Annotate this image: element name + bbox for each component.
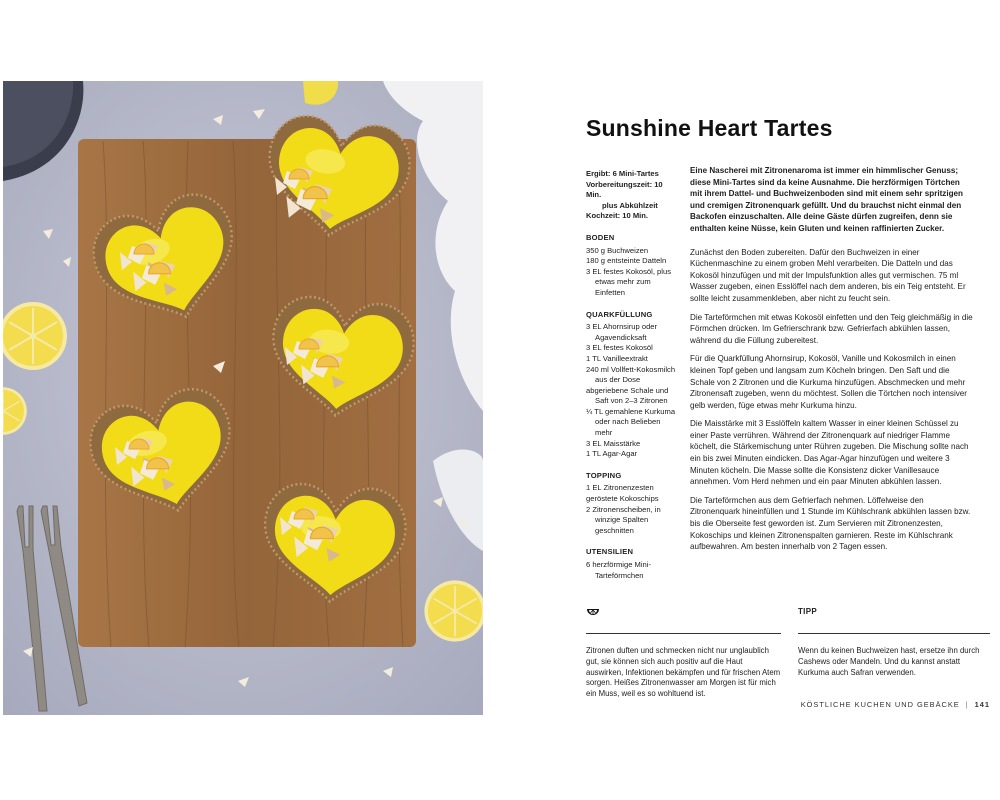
ingredient: 1 EL Zitronenzesten [586, 483, 654, 493]
ingredient: ¼ TL gemahlene Kurkuma oder nach Belieben mehr [586, 406, 676, 438]
footer-separator: | [965, 700, 969, 709]
recipe-title: Sunshine Heart Tartes [586, 115, 833, 141]
instructions-column [690, 165, 973, 560]
section-title-utensilien: UTENSILIEN [586, 547, 634, 557]
tip-text: Wenn du keinen Buchweizen hast, ersetze ihn durch Cashews oder Mandeln. Und du kannst anstatt Kurkuma auch Safran verwenden. [798, 646, 980, 677]
ingredients-column [586, 169, 678, 581]
ingredient: 1 TL Agar-Agar [586, 449, 638, 459]
ingredient: 3 EL Maisstärke [586, 438, 641, 448]
section-title-topping: TOPPING [586, 470, 622, 480]
divider [586, 633, 781, 634]
ingredient: 3 EL festes Kokosöl [586, 343, 653, 353]
page-footer [801, 700, 990, 709]
ingredient: 1 TL Vanilleextrakt [586, 353, 648, 363]
recipe-photo [3, 81, 483, 715]
page-number: 141 [974, 700, 990, 709]
step-paragraph: Die Tarteförmchen aus dem Gefrierfach nehmen. Löffelweise den Zitronenquark hineinfüllen und 1 Stunde im Kühlschrank abkühlen lassen bzw. bis die Oberseite fest geworden ist. Zum Servieren mit Zitronenzesten, Kokoschips und kleinen Zitronenspalten garnieren. Reste im Kühlschrank aufbewahren. Am besten innerhalb von 2 Tagen essen. [690, 495, 971, 552]
intro-text: Eine Nascherei mit Zitronenaroma ist immer ein himmlischer Genuss; diese Mini-Tartes sind da keine Ausnahme. Die herzförmigen Törtchen mit ihrem Dattel- und Buchweizenboden sind mit einem sehr spritzigen und cremigen Zitronenquark gefüllt. Und du brauchst nicht einmal den Backofen einzuschalten. Alle deine Gäste dürfen zugreifen, denn sie enthalten keine Nüsse, kein Gluten und keinen raffinierten Zucker. [690, 166, 963, 233]
note-text: Zitronen duften und schmecken nicht nur unglaublich gut, sie können sich auch positiv auf die Haut auswirken, Infektionen bekämpfen und für frischen Atem sorgen. Heißes Zitronenwasser am Morgen ist für mich ein Muss, weil es so wohltuend ist. [586, 646, 781, 699]
lemon-slice-icon [586, 607, 600, 617]
yield: Ergibt: 6 Mini-Tartes [586, 169, 659, 178]
section-title-boden: BODEN [586, 232, 615, 242]
tip-box [798, 607, 990, 678]
note-header [586, 607, 781, 621]
ingredient: 2 Zitronenscheiben, in winzige Spalten geschnitten [586, 504, 661, 535]
prep-time: Vorbereitungszeit: 10 Min. [586, 179, 663, 200]
section-title-quarkfuellung: QUARKFÜLLUNG [586, 309, 653, 319]
step-paragraph: Zunächst den Boden zubereiten. Dafür den Buchweizen in einer Küchenmaschine zu einem groben Mehl verarbeiten. Die Datteln und das Kokosöl hinzufügen und mit der Impulsfunktion alles gut vermischen. 75 ml Wasser zugeben, einen Esslöffel nach dem anderen, bis ein Teig entsteht. Er sollte leicht zusammenkleben, aber nicht zu feucht sein. [690, 247, 966, 303]
ingredient: 3 EL festes Kokosöl, plus etwas mehr zum Einfetten [586, 266, 671, 297]
ingredient: abgeriebene Schale und Saft von 2–3 Zitronen [586, 385, 669, 406]
step-paragraph: Die Tarteförmchen mit etwas Kokosöl einfetten und den Teig gleichmäßig in die Förmchen drücken. Im Gefrierschrank bzw. Gefrierfach abkühlen lassen, während du die Füllung zubereitest. [690, 312, 973, 345]
ingredient: 350 g Buchweizen [586, 245, 649, 255]
ingredient: 6 herzförmige Mini-Tarteförmchen [586, 560, 651, 580]
tip-title: TIPP [798, 607, 817, 616]
step-paragraph: Für die Quarkfüllung Ahornsirup, Kokosöl, Vanille und Kokosmilch in einen kleinen Topf geben und langsam zum Köcheln bringen. Den Saft und die Schale von 2 Zitronen und die Kurkuma hinzufügen. Abschmecken und mehr Zitronensaft zugeben, wenn du möchtest. Sollen die Törtchen noch intensiver gelb werden, füge etwas mehr Kurkuma hinzu. [690, 354, 968, 410]
ingredient: 3 EL Ahornsirup oder Agavendicksaft [586, 322, 658, 342]
note-box-lemon [586, 607, 781, 700]
cook-time: Kochzeit: 10 Min. [586, 211, 649, 221]
ingredient: 180 g entsteinte Datteln [586, 256, 667, 266]
step-paragraph: Die Maisstärke mit 3 Esslöffeln kaltem Wasser in einer kleinen Schüssel zu einer Paste verrühren. Während der Zitronenquark auf niedriger Flamme köchelt, die Stärkemischung unter Rühren zugeben. Die Mischung sollte nach ein bis zwei Minuten eindicken. Das Agar-Agar hinzufügen und weitere 3 Minuten köcheln. Die Masse sollte die Konsistenz dicker Vanillesauce annehmen. Vom Herd nehmen und ein paar Minuten abkühlen lassen. [690, 419, 969, 487]
ingredient: geröstete Kokoschips [586, 494, 659, 504]
recipe-page [490, 81, 1000, 715]
ingredient: 240 ml Vollfett-Kokosmilch aus der Dose [586, 364, 676, 385]
recipe-meta [586, 169, 678, 222]
divider [798, 633, 990, 634]
prep-time-extra: plus Abkühlzeit [602, 200, 658, 210]
footer-section: KÖSTLICHE KUCHEN UND GEBÄCKE [800, 700, 960, 709]
